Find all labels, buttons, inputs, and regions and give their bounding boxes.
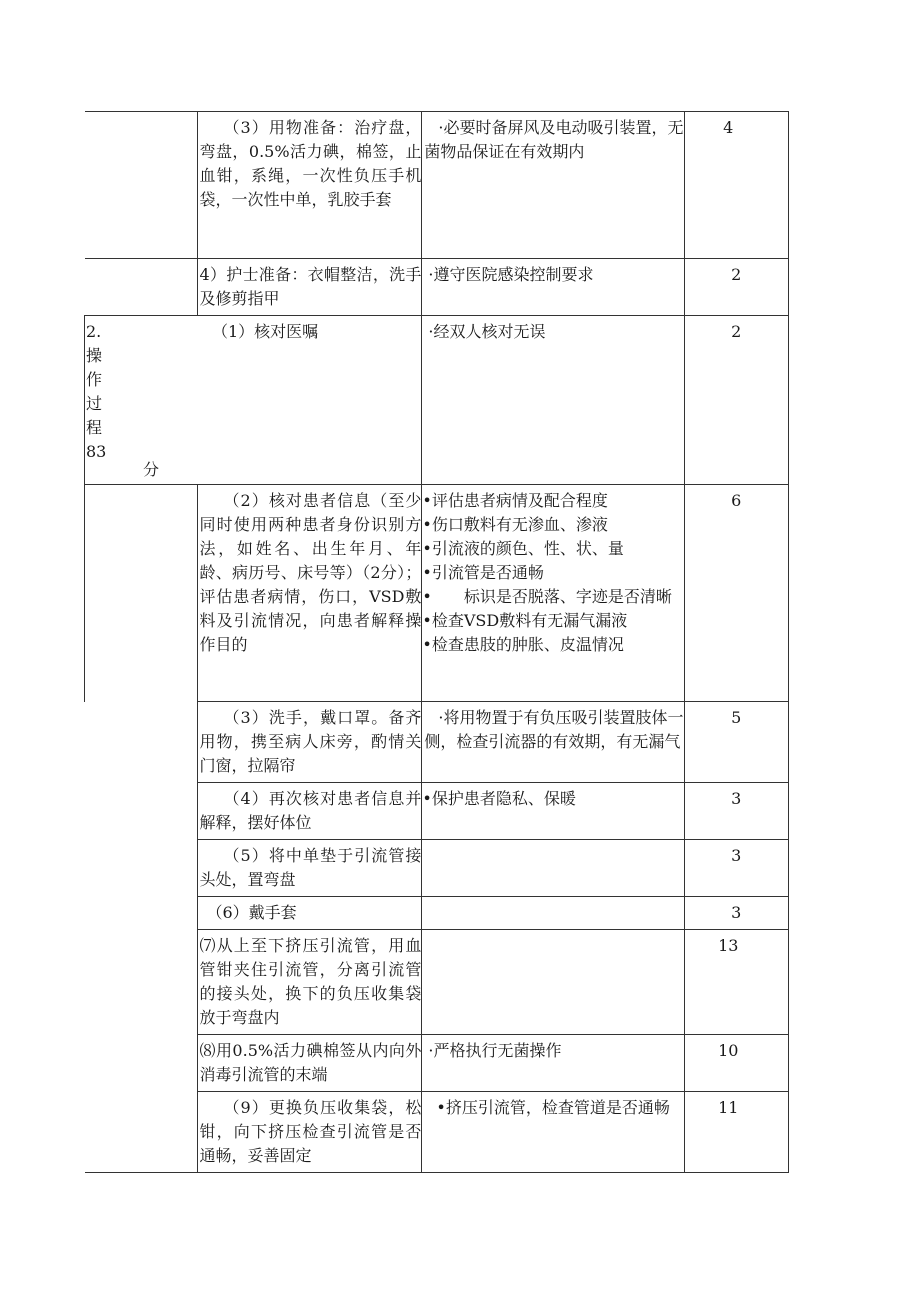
category-cell [85, 897, 198, 930]
score-value: 4 [723, 118, 734, 137]
category-cell [85, 259, 198, 316]
score-cell [684, 485, 788, 702]
section-label [85, 316, 196, 484]
table-row [85, 1035, 789, 1092]
step-text: （9）更换负压收集袋，松钳，向下挤压检查引流管是否通畅，妥善固定 [199, 1098, 422, 1165]
step-cell [198, 259, 422, 316]
step-text: 4）护士准备：衣帽整洁，洗手及修剪指甲 [199, 265, 422, 308]
score-cell [684, 930, 788, 1035]
notes-cell [422, 1092, 684, 1173]
notes-cell [422, 112, 684, 259]
step-text: （6）戴手套 [206, 903, 297, 922]
step-text: ⑻用0.5%活力碘棉签从内向外消毒引流管的末端 [199, 1041, 422, 1084]
category-cell [85, 930, 198, 1035]
section-unit: 分 [143, 460, 160, 479]
notes-cell [422, 783, 684, 840]
notes-cell [422, 485, 684, 702]
table-row [85, 259, 789, 316]
table-row [85, 316, 789, 485]
score-cell [684, 259, 788, 316]
notes-cell [422, 930, 684, 1035]
category-cell [85, 702, 198, 783]
step-text: ⑺从上至下挤压引流管，用血管钳夹住引流管，分离引流管的接头处，换下的负压收集袋放于弯盘内 [199, 936, 422, 1027]
step-cell [198, 1092, 422, 1173]
score-value: 6 [731, 491, 742, 510]
procedure-score-table [84, 111, 789, 1173]
score-value: 13 [718, 936, 739, 955]
notes-cell [422, 897, 684, 930]
table-row [85, 112, 789, 259]
section-points: 83 [86, 442, 107, 461]
note-text: •挤压引流管，检查管道是否通畅 [436, 1098, 670, 1117]
step-cell [198, 1035, 422, 1092]
section-char: 作 [86, 370, 103, 389]
note-text: ·必要时备屏风及电动吸引装置，无菌物品保证在有效期内 [424, 118, 684, 161]
note-item: • 标识是否脱落、字迹是否清晰 [422, 587, 672, 606]
score-value: 5 [731, 708, 742, 727]
notes-cell [422, 840, 684, 897]
score-cell [684, 897, 788, 930]
section-char: 程 [86, 418, 103, 437]
section-char: 过 [86, 394, 103, 413]
notes-cell [422, 702, 684, 783]
table-row [85, 897, 789, 930]
score-value: 3 [731, 846, 742, 865]
step-text: （3）用物准备：治疗盘，弯盘，0.5%活力碘，棉签，止血钳，系绳，一次性负压手机袋，一次性中单，乳胶手套 [199, 118, 422, 209]
note-item: •引流管是否通畅 [422, 563, 544, 582]
category-cell [85, 1035, 198, 1092]
notes-cell [422, 259, 684, 316]
step-cell [198, 840, 422, 897]
step-cell [198, 112, 422, 259]
score-value: 11 [718, 1098, 739, 1117]
score-cell [684, 1035, 788, 1092]
note-text: ·将用物置于有负压吸引装置肢体一侧，检查引流器的有效期，有无漏气 [424, 708, 684, 751]
notes-list [422, 485, 683, 661]
table-row [85, 840, 789, 897]
score-value: 3 [731, 789, 742, 808]
notes-cell [422, 316, 684, 485]
score-cell [684, 840, 788, 897]
step-text: （4）再次核对患者信息并解释，摆好体位 [199, 789, 422, 832]
note-item: •引流液的颜色、性、状、量 [422, 539, 624, 558]
table-row [85, 1092, 789, 1173]
note-text: ·严格执行无菌操作 [428, 1041, 562, 1060]
score-value: 3 [731, 903, 742, 922]
step-text: （5）将中单垫于引流管接头处，置弯盘 [199, 846, 422, 889]
category-cell [85, 485, 198, 702]
section-cell [85, 316, 422, 485]
note-item: •评估患者病情及配合程度 [422, 491, 608, 510]
step-text: （1）核对医嘱 [212, 322, 319, 341]
notes-cell [422, 1035, 684, 1092]
step-cell [198, 702, 422, 783]
note-text: •保护患者隐私、保暖 [422, 789, 576, 808]
table-row [85, 930, 789, 1035]
step-text: （2）核对患者信息（至少同时使用两种患者身份识别方法，如姓名、出生年月、年龄、病历号、床号等）（2分）；评估患者病情，伤口，VSD敷料及引流情况，向患者解释操作目的 [199, 491, 422, 654]
note-text: ·遵守医院感染控制要求 [428, 265, 594, 284]
category-cell [85, 840, 198, 897]
score-value: 2 [731, 265, 742, 284]
step-cell [198, 783, 422, 840]
score-cell [684, 112, 788, 259]
note-item: •检查VSD敷料有无漏气漏液 [422, 611, 628, 630]
step-text: （3）洗手，戴口罩。备齐用物，携至病人床旁，酌情关门窗，拉隔帘 [199, 708, 422, 775]
score-cell [684, 1092, 788, 1173]
score-cell [684, 783, 788, 840]
category-cell [85, 1092, 198, 1173]
step-cell [198, 930, 422, 1035]
score-value: 10 [718, 1041, 739, 1060]
note-item: •检查患肢的肿胀、皮温情况 [422, 635, 624, 654]
section-number: 2. [86, 322, 102, 341]
score-cell [684, 316, 788, 485]
score-cell [684, 702, 788, 783]
table-row [85, 485, 789, 702]
table-row [85, 702, 789, 783]
step-cell [198, 485, 422, 702]
score-value: 2 [731, 322, 742, 341]
note-item: •伤口敷料有无渗血、渗液 [422, 515, 608, 534]
note-text: ·经双人核对无误 [428, 322, 546, 341]
table-row [85, 783, 789, 840]
section-char: 操 [86, 346, 103, 365]
category-cell [85, 112, 198, 259]
category-cell [85, 783, 198, 840]
step-cell [198, 897, 422, 930]
